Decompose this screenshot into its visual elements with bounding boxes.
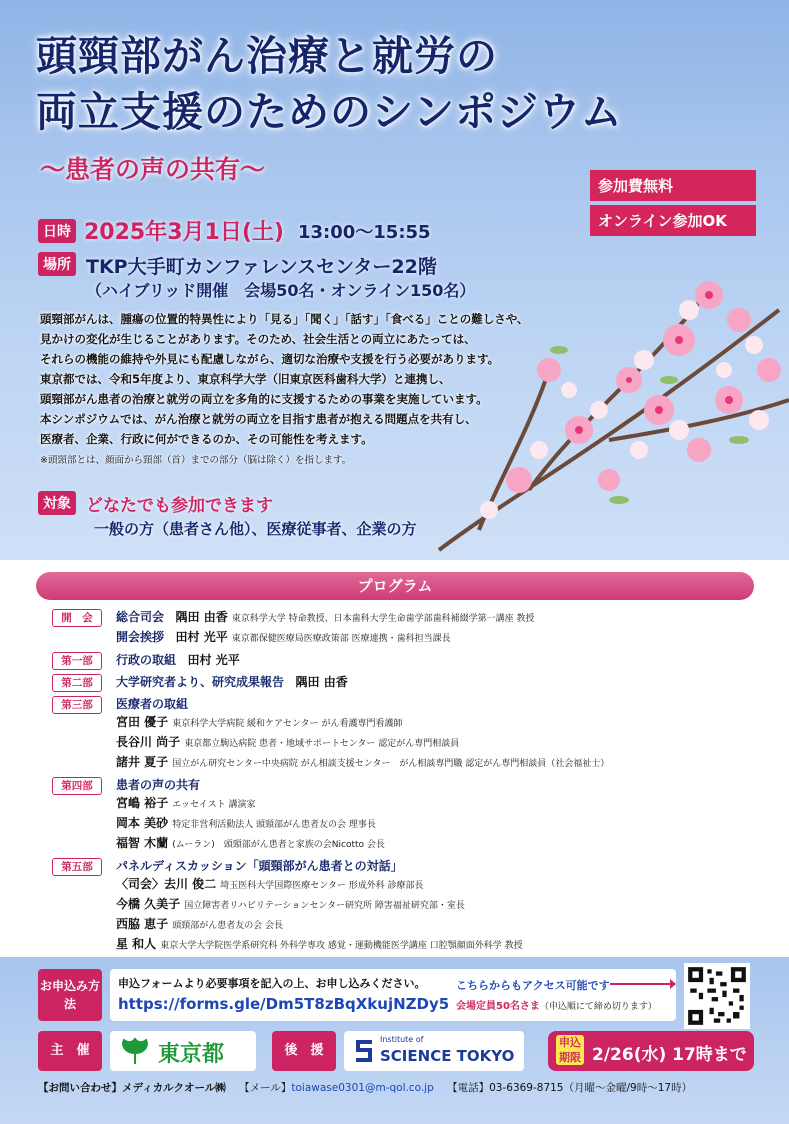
target-audience: 一般の方（患者さん他）、医療従事者、企業の方 [94,520,417,538]
program-line [116,776,762,794]
title-line-2: 両立支援のためのシンポジウム [36,88,623,136]
target-row [38,491,417,538]
free-badge: 参加費無料 [590,170,756,201]
program-line [116,794,762,814]
speaker-name: 今橋 久美子 [116,897,181,911]
program-line [116,651,762,669]
speaker-affiliation: 東京都立駒込病院 患者・地域サポートセンター 認定がん専門相談員 [184,739,460,749]
speaker-name: 岡本 美砂 [116,816,169,830]
program-header: プログラム [36,572,754,600]
speaker-name: 福智 木蘭 [116,836,169,850]
program-role: 医療者の取組 [116,697,189,711]
program-role: 総合司会 [116,610,165,624]
program-line [116,834,762,854]
speaker-affiliation: 東京科学大学 特命教授、日本歯科大学生命歯学部歯科補綴学第一講座 教授 [231,614,535,624]
speaker-affiliation: (ムーラン) 頭頸部がん患者と家族の会Nicotto 会長 [172,840,385,850]
venue-label: 場所 [38,252,76,276]
speaker-name: 田村 光平 [187,653,240,667]
description-line: 頭頸部がん患者の治療と就労の両立を多角的に支援するための事業を実施しています。 [40,392,488,406]
description-line: それらの機能の維持や外見にも配慮しながら、適切な治療や支援を行う必要があります。 [40,352,500,366]
program-section-part2 [52,673,762,692]
date-row [38,215,431,246]
capacity-note: （申込順にて締め切ります） [539,1002,657,1012]
science-tokyo-mark-icon [354,1039,374,1063]
program-line [116,915,762,935]
section-tag: 第二部 [52,674,102,692]
contact-phone: 03-6369-8715（月曜〜金曜/9時〜17時） [489,1082,693,1094]
venue-name: TKP大手町カンファレンスセンター22階 [86,256,437,278]
program-line [116,895,762,915]
program-role: パネルディスカッション「頭頸部がん患者との対話」 [116,859,403,873]
deadline-box [548,1031,754,1071]
program-line [116,628,762,648]
speaker-affiliation: 東京科学大学病院 緩和ケアセンター がん看護専門看護師 [172,719,403,729]
apply-instructions: 申込フォームより必要事項を記入の上、お申し込みください。 [118,977,426,990]
speaker-name: 星 和人 [116,937,157,951]
support-logo [344,1031,524,1071]
program-line [116,857,762,875]
speaker-affiliation: 東京大学大学院医学系研究科 外科学専攻 感覚・運動機能医学講座 口腔顎顔面外科学 教授 [160,941,523,951]
venue-row [38,252,476,300]
program-line [116,608,762,628]
event-date: 2025年3月1日(土) [84,220,284,245]
qr-code-icon[interactable] [684,963,750,1029]
program-role: 患者の声の共有 [116,778,201,792]
speaker-affiliation: 頭頸部がん患者友の会 会長 [172,921,284,931]
program-line [116,935,762,955]
program-role: 行政の取組 [116,653,177,667]
program-section-part5 [52,857,762,973]
event-time: 13:00〜15:55 [297,221,431,243]
badge-group [590,170,756,240]
description-line: 本シンポジウムでは、がん治療と就労の両立を目指す患者が抱える問題点を共有し、 [40,412,477,426]
program-line [116,814,762,834]
speaker-affiliation: 国立障害者リハビリテーションセンター研究所 障害福祉研究部・室長 [184,901,465,911]
apply-url-link[interactable]: https://forms.gle/Dm5T8zBqXkujNZDy5 [118,995,450,1013]
speaker-name: 〈司会〉去川 俊二 [116,877,217,891]
description-line: 見かけの変化が生じることがあります。そのため、社会生活との両立にあたっては、 [40,332,476,346]
organizer-name: 東京都 [158,1042,225,1067]
speaker-affiliation: 東京都保健医療局医療政策部 医療連携・歯科担当課長 [231,634,451,644]
program-line [116,713,762,733]
section-tag: 第三部 [52,696,102,714]
program-section-opening [52,608,762,648]
description-line: 頭頸部がんは、腫瘍の位置的特異性により「見る」「聞く」「話す」「食べる」ことの難しさや、 [40,312,529,326]
subtitle: 〜患者の声の共有〜 [40,155,266,184]
speaker-affiliation: 国立がん研究センター中央病院 がん相談支援センター がん相談専門職 認定がん専門相談員（社会福祉士） [172,759,610,769]
apply-box [110,969,676,1021]
mail-label: 【メール】 [239,1082,292,1094]
target-title: どなたでも参加できます [86,496,273,516]
speaker-name: 隅田 由香 [175,610,228,624]
capacity-text [456,997,657,1012]
section-tag: 第五部 [52,858,102,876]
program-role: 大学研究者より、研究成果報告 [116,675,285,689]
deadline-date: 2/26(水) 17時まで [592,1045,747,1065]
program-line [116,753,762,773]
contact-label: 【お問い合わせ】メディカルクオール㈱ [38,1082,226,1094]
organizer-logo [110,1031,256,1071]
venue-detail: （ハイブリッド開催 会場50名・オンライン150名） [86,281,476,300]
program-section-part1 [52,651,762,670]
support-label: 後 援 [272,1031,336,1071]
support-name: SCIENCE TOKYO [380,1047,515,1065]
program-line [116,875,762,895]
support-small-text: Institute of [380,1035,424,1044]
speaker-name: 長谷川 尚子 [116,735,181,749]
page-title [36,28,623,140]
tel-label: 【電話】 [447,1082,490,1094]
program-line [116,733,762,753]
program-section-part4 [52,776,762,854]
program-list [52,608,762,976]
hero-section [0,0,789,560]
target-label: 対象 [38,491,76,515]
access-text: こちらからもアクセス可能です [456,979,610,992]
speaker-name: 西脇 恵子 [116,917,169,931]
program-role: 開会挨拶 [116,630,165,644]
organizer-label: 主 催 [38,1031,102,1071]
speaker-affiliation: 特定非営利活動法人 頭頸部がん患者友の会 理事長 [172,820,376,830]
deadline-label: 申込期限 [556,1035,584,1065]
program-section-part3 [52,695,762,773]
contact-email[interactable]: toiawase0301@m-qol.co.jp [291,1082,434,1094]
speaker-affiliation: エッセイスト 講演家 [172,800,256,810]
program-line [116,673,762,691]
description-line: 東京都では、令和5年度より、東京科学大学（旧東京医科歯科大学）と連携し、 [40,372,451,386]
speaker-name: 隅田 由香 [295,675,348,689]
description-line: 医療者、企業、行政に何ができるのか、その可能性を考えます。 [40,432,373,446]
title-line-1: 頭頸部がん治療と就労の [36,32,498,80]
apply-label: お申込み方法 [38,969,102,1021]
speaker-name: 田村 光平 [175,630,228,644]
description-note: ※頭頸部とは、顔面から頸部（首）までの部分（脳は除く）を指します。 [40,455,352,466]
info-footer [0,957,789,1124]
section-tag: 第四部 [52,777,102,795]
arrow-right-icon [610,983,672,985]
online-badge: オンライン参加OK [590,205,756,236]
capacity: 会場定員50名さま [456,1001,540,1012]
program-line [116,695,762,713]
speaker-name: 諸井 夏子 [116,755,169,769]
section-tag: 開 会 [52,609,102,627]
speaker-name: 宮田 優子 [116,715,169,729]
date-label: 日時 [38,219,76,243]
section-tag: 第一部 [52,652,102,670]
description [40,309,560,471]
speaker-affiliation: 埼玉医科大学国際医療センター 形成外科 診療部長 [220,881,424,891]
speaker-name: 宮嶋 裕子 [116,796,169,810]
tokyo-ginkgo-icon [120,1037,150,1065]
contact-line [38,1080,692,1095]
